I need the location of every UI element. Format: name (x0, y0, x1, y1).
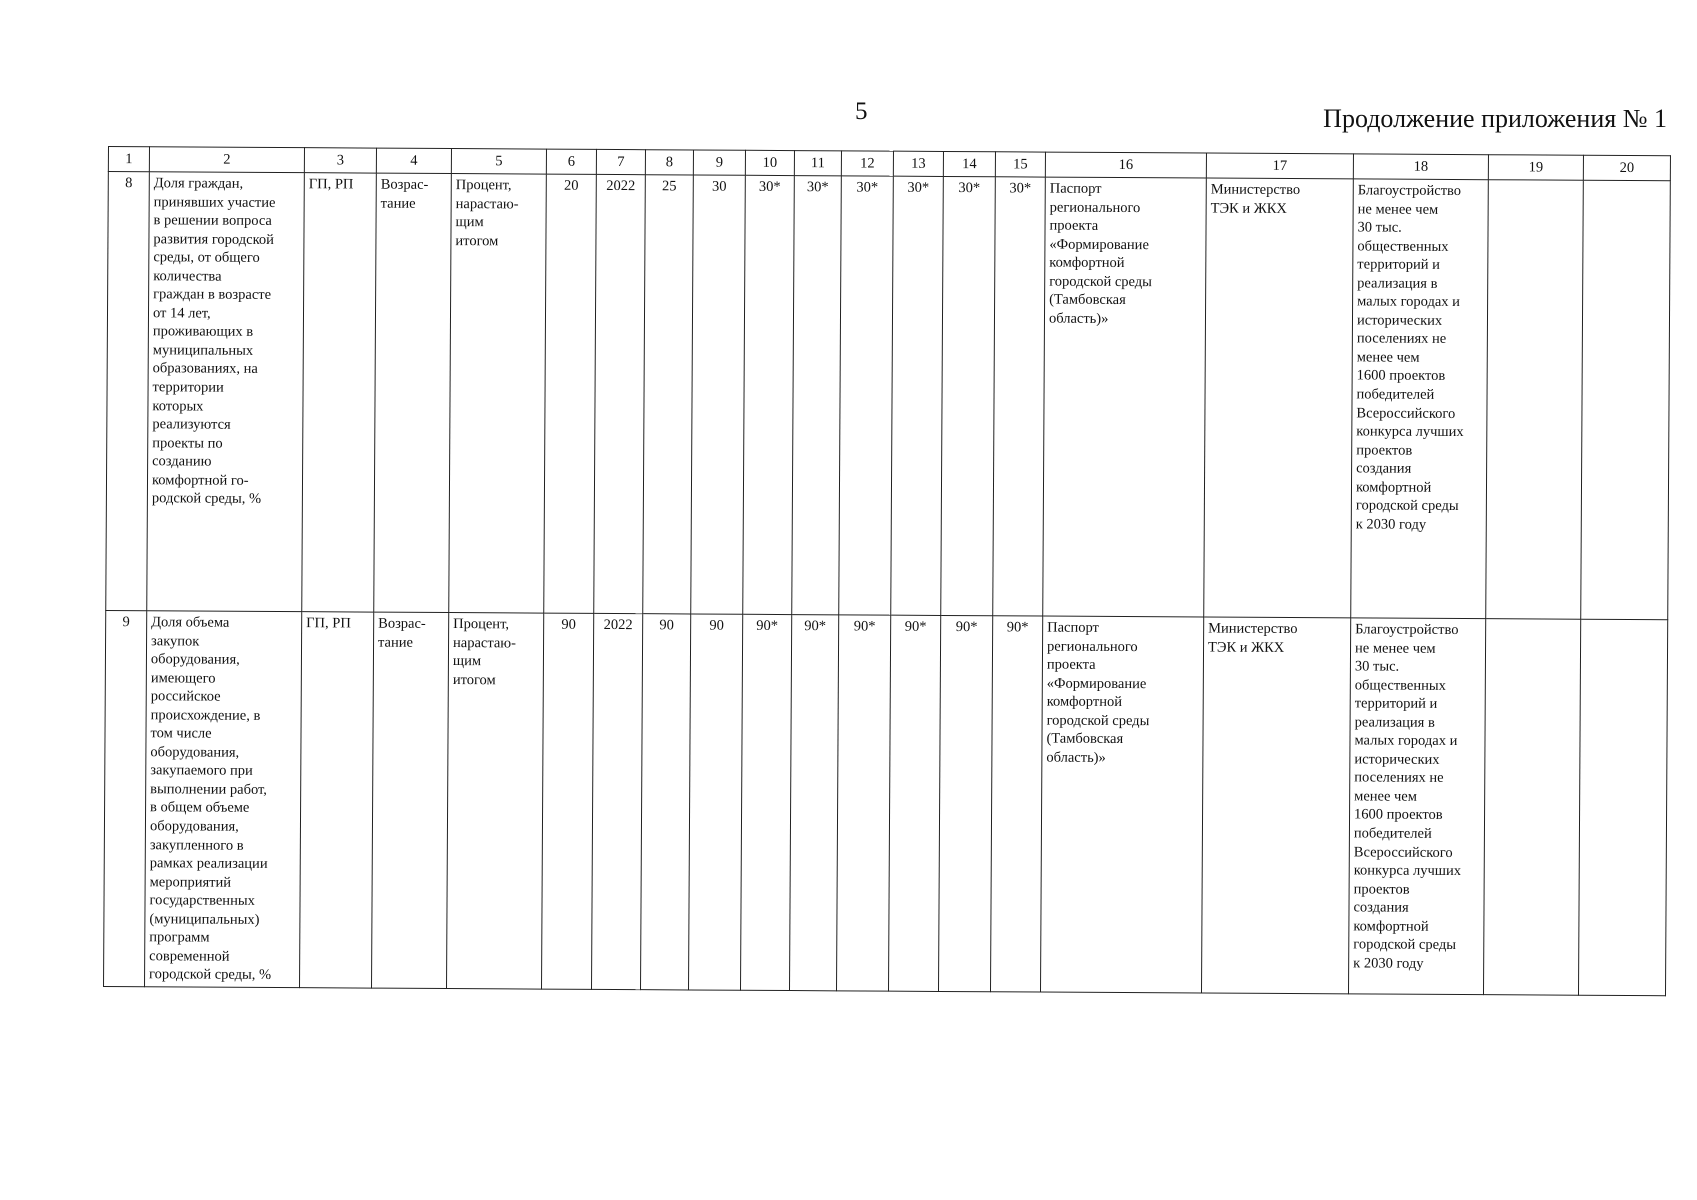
value-cell: 30 (691, 175, 746, 614)
header-cell: 6 (546, 149, 596, 174)
responsible: Министерство ТЭК и ЖКХ (1201, 617, 1350, 994)
header-cell: 16 (1045, 152, 1206, 178)
row-number: 9 (104, 610, 147, 986)
value-cell: 90 (641, 614, 691, 990)
header-cell: 5 (451, 149, 546, 175)
value-cell: 30* (839, 176, 894, 615)
value-cell: 30* (993, 177, 1046, 616)
header-cell: 20 (1583, 155, 1670, 181)
page-number: 5 (855, 98, 868, 125)
trend: Возрас- тание (372, 612, 449, 988)
indicator-name: Доля граждан, принявших участие в решении вопроса развития городской среды, от общего количества граждан в возрасте от 14 лет, проживающих в муниципальных образованиях, на территории которых реализуются проекты по созданию комфортной го- родской среды, % (147, 172, 305, 612)
table-row (106, 172, 1671, 620)
value-cell: 25 (643, 175, 694, 614)
unit: Процент, нарастаю- щим итогом (447, 613, 544, 989)
row-number: 8 (106, 172, 150, 611)
value-cell: 30* (792, 176, 842, 615)
value-cell: 30* (941, 176, 996, 615)
trend: Возрас- тание (374, 173, 452, 612)
base-value: 90 (542, 613, 594, 989)
value-cell: 90* (790, 615, 839, 991)
header-cell: 18 (1353, 154, 1488, 180)
empty-cell (1483, 619, 1580, 995)
goal-description: Благоустройство не менее чем 30 тыс. общественных территорий и реализация в малых городах и исторических поселениях не менее чем 1600 проектов победителей Всероссийского конкурса лучших проектов создания комфортной городской среды к 2030 году (1348, 618, 1485, 995)
value-cell: 30* (743, 175, 795, 614)
document-source: Паспорт регионального проекта «Формирование комфортной городской среды (Тамбовская область)» (1043, 177, 1207, 617)
header-cell: 11 (794, 151, 841, 176)
program-type: ГП, РП (300, 612, 374, 988)
header-cell: 13 (893, 151, 943, 176)
responsible: Министерство ТЭК и ЖКХ (1204, 178, 1354, 618)
goal-description: Благоустройство не менее чем 30 тыс. общественных территорий и реализация в малых городах и исторических поселениях не менее чем 1600 проектов победителей Всероссийского конкурса лучших проектов создания комфортной городской среды к 2030 году (1351, 179, 1489, 619)
value-cell: 90* (741, 614, 792, 990)
empty-cell (1578, 619, 1667, 995)
value-cell: 90* (836, 615, 890, 991)
header-cell: 1 (108, 147, 149, 172)
base-year: 2022 (594, 174, 646, 613)
header-cell: 4 (376, 148, 451, 173)
header-cell: 9 (693, 150, 745, 175)
indicator-name: Доля объема закупок оборудования, имеющего российское происхождение, в том числе оборудования, закупаемого при выполнении работ, в общем объеме оборудования, закупленного в рамках реализации мероприятий государственных (муниципальных) программ современной городской среды, % (145, 611, 302, 988)
header-cell: 14 (943, 151, 995, 176)
base-value: 20 (544, 174, 597, 613)
header-cell: 17 (1206, 153, 1353, 179)
continuation-title: Продолжение приложения № 1 (1323, 104, 1667, 133)
header-cell: 15 (995, 152, 1045, 177)
document-source: Паспорт регионального проекта «Формирование комфортной городской среды (Тамбовская область)» (1040, 616, 1203, 993)
unit: Процент, нарастаю- щим итогом (449, 174, 547, 614)
header-cell: 3 (304, 148, 376, 173)
base-year: 2022 (592, 613, 643, 989)
header-cell: 7 (596, 149, 645, 174)
program-type: ГП, РП (302, 173, 377, 612)
header-cell: 12 (841, 151, 893, 176)
header-cell: 2 (149, 147, 304, 173)
value-cell: 90* (938, 615, 992, 991)
value-cell: 90 (689, 614, 743, 990)
header-cell: 10 (745, 150, 794, 175)
header-cell: 19 (1488, 155, 1583, 181)
indicators-table (103, 146, 1671, 996)
value-cell: 90* (888, 615, 940, 991)
value-cell: 30* (891, 176, 944, 615)
empty-cell (1486, 180, 1584, 620)
header-cell: 8 (645, 150, 693, 175)
table-row (104, 610, 1668, 995)
empty-cell (1581, 180, 1671, 620)
value-cell: 90* (990, 616, 1042, 992)
